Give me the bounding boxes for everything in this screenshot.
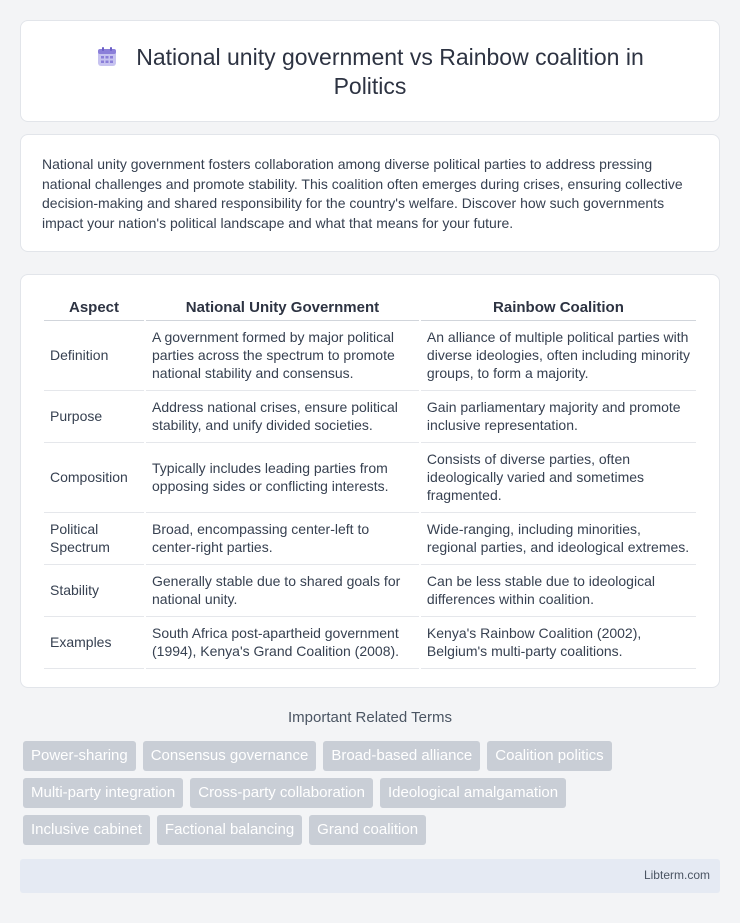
header-aspect: Aspect bbox=[44, 295, 144, 321]
page-title bbox=[21, 43, 719, 101]
calendar-icon bbox=[96, 46, 118, 68]
term-tag[interactable]: Inclusive cabinet bbox=[23, 815, 150, 845]
term-tag[interactable]: Ideological amalgamation bbox=[380, 778, 566, 808]
row-rainbow: An alliance of multiple political parties with diverse ideologies, often including minority groups, to form a majority. bbox=[421, 321, 696, 391]
row-rainbow: Gain parliamentary majority and promote inclusive representation. bbox=[421, 391, 696, 443]
related-terms-heading: Important Related Terms bbox=[288, 709, 452, 726]
row-aspect: Composition bbox=[44, 443, 144, 513]
term-tag[interactable]: Grand coalition bbox=[309, 815, 426, 845]
footer bbox=[20, 859, 720, 893]
row-national-unity: Typically includes leading parties from opposing sides or conflicting interests. bbox=[146, 443, 419, 513]
table-row bbox=[44, 321, 696, 391]
row-aspect: Examples bbox=[44, 617, 144, 669]
table-header-row bbox=[44, 295, 696, 321]
header-national-unity: National Unity Government bbox=[146, 295, 419, 321]
row-rainbow: Consists of diverse parties, often ideologically varied and sometimes fragmented. bbox=[421, 443, 696, 513]
term-row bbox=[23, 815, 723, 845]
row-national-unity: South Africa post-apartheid government (1994), Kenya's Grand Coalition (2008). bbox=[146, 617, 419, 669]
table-row bbox=[44, 391, 696, 443]
row-aspect: Definition bbox=[44, 321, 144, 391]
row-national-unity: A government formed by major political parties across the spectrum to promote national stability and consensus. bbox=[146, 321, 419, 391]
comparison-table bbox=[42, 295, 698, 669]
term-tag[interactable]: Consensus governance bbox=[143, 741, 317, 771]
term-tag[interactable]: Factional balancing bbox=[157, 815, 302, 845]
title-card bbox=[20, 20, 720, 122]
table-row bbox=[44, 565, 696, 617]
term-tag[interactable]: Cross-party collaboration bbox=[190, 778, 373, 808]
row-aspect: Stability bbox=[44, 565, 144, 617]
row-rainbow: Wide-ranging, including minorities, regional parties, and ideological extremes. bbox=[421, 513, 696, 565]
row-national-unity: Generally stable due to shared goals for national unity. bbox=[146, 565, 419, 617]
row-aspect: Political Spectrum bbox=[44, 513, 144, 565]
term-tag[interactable]: Coalition politics bbox=[487, 741, 611, 771]
header-rainbow: Rainbow Coalition bbox=[421, 295, 696, 321]
row-national-unity: Address national crises, ensure political stability, and unify divided societies. bbox=[146, 391, 419, 443]
table-row bbox=[44, 617, 696, 669]
term-row bbox=[23, 741, 723, 771]
term-tag[interactable]: Multi-party integration bbox=[23, 778, 183, 808]
row-national-unity: Broad, encompassing center-left to center-right parties. bbox=[146, 513, 419, 565]
row-rainbow: Can be less stable due to ideological differences within coalition. bbox=[421, 565, 696, 617]
comparison-card bbox=[20, 274, 720, 688]
page-title-text: National unity government vs Rainbow coalition in Politics bbox=[136, 44, 644, 99]
table-row bbox=[44, 443, 696, 513]
term-tag[interactable]: Broad-based alliance bbox=[323, 741, 480, 771]
term-row bbox=[23, 778, 723, 808]
related-terms bbox=[23, 741, 723, 852]
intro-card bbox=[20, 134, 720, 252]
footer-site-link[interactable]: Libterm.com bbox=[643, 868, 710, 882]
term-tag[interactable]: Power-sharing bbox=[23, 741, 136, 771]
row-rainbow: Kenya's Rainbow Coalition (2002), Belgium's multi-party coalitions. bbox=[421, 617, 696, 669]
row-aspect: Purpose bbox=[44, 391, 144, 443]
intro-paragraph: National unity government fosters collaboration among diverse political parties to address pressing national challenges and promote stability. This coalition often emerges during crises, ensuring collective decision-making and shared responsibility for the country's welfare. Discover how such governments impact your nation's political landscape and what that means for your future. bbox=[42, 156, 683, 231]
table-row bbox=[44, 513, 696, 565]
